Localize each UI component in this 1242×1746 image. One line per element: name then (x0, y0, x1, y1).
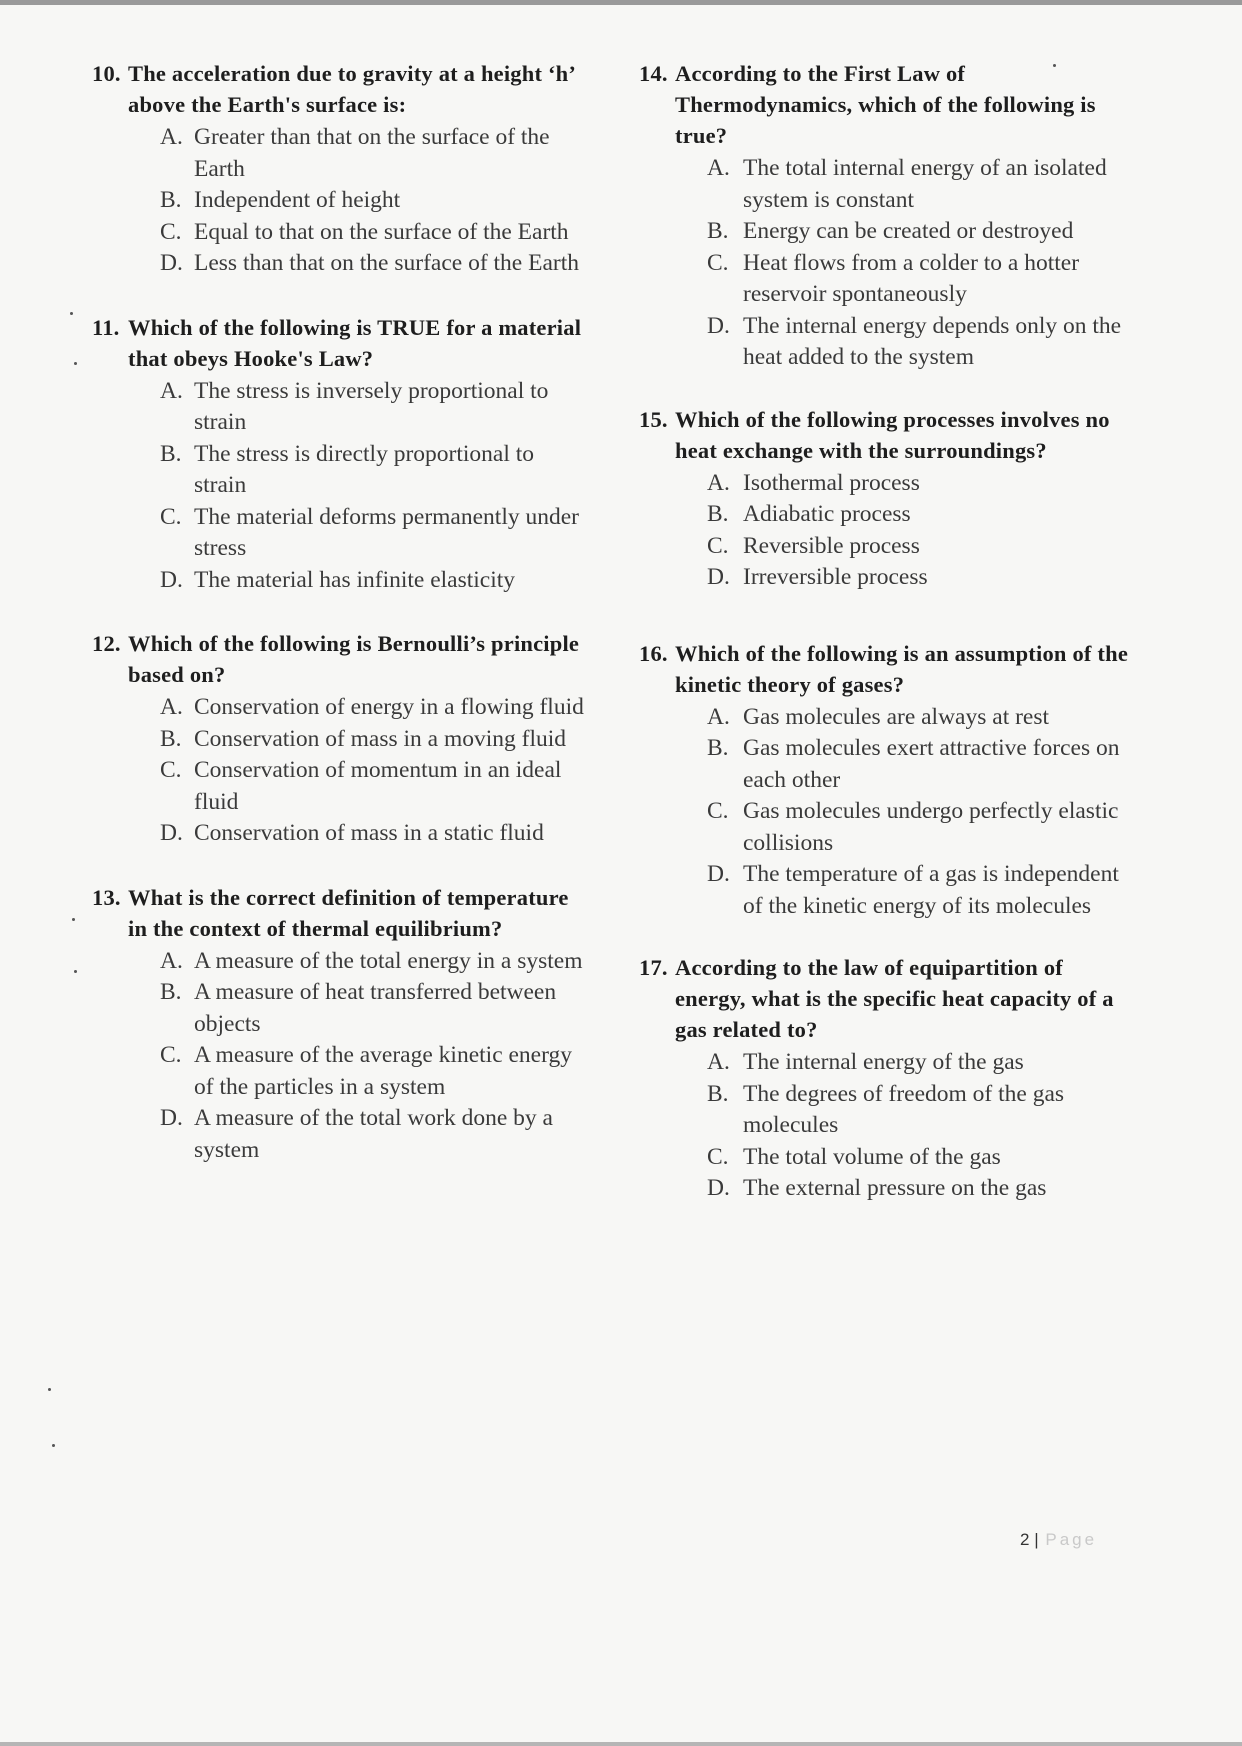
question-number: 11. (92, 314, 120, 340)
question-gap (639, 594, 1139, 638)
option-text: The external pressure on the gas (743, 1175, 1047, 1201)
option-b (92, 724, 592, 756)
option-d (639, 859, 1139, 922)
option-list (639, 702, 1139, 923)
option-b (639, 733, 1139, 796)
option-a (92, 946, 592, 978)
option-c (92, 1040, 592, 1103)
option-list (92, 946, 592, 1167)
option-text: Gas molecules undergo perfectly elastic collisions (743, 798, 1119, 856)
option-list (639, 153, 1139, 374)
question-stem (92, 58, 592, 120)
scan-speck (48, 1388, 51, 1391)
question-number: 14. (639, 61, 668, 86)
question-text: According to the law of equipartition of energy, what is the specific heat capacity of a gas related to? (675, 955, 1114, 1042)
option-c (639, 248, 1139, 311)
option-text: Gas molecules exert attractive forces on each other (743, 735, 1120, 793)
option-d (92, 565, 592, 597)
option-letter: C. (707, 532, 729, 559)
right-column (639, 58, 1139, 1205)
option-letter: B. (707, 735, 729, 761)
question-12 (92, 628, 592, 850)
question-stem (639, 404, 1139, 466)
option-letter: B. (160, 725, 182, 752)
scan-speck (74, 362, 77, 365)
question-gap (639, 922, 1139, 952)
option-letter: C. (160, 503, 182, 530)
page-footer (1020, 1530, 1097, 1550)
option-d (639, 1173, 1139, 1205)
option-letter: A. (707, 1049, 730, 1075)
option-text: The total volume of the gas (743, 1143, 1001, 1170)
option-letter: C. (160, 757, 182, 783)
option-letter: B. (707, 1080, 729, 1107)
question-text: Which of the following processes involves no heat exchange with the surroundings? (675, 406, 1110, 463)
option-list (92, 692, 592, 850)
option-text: Equal to that on the surface of the Earth (194, 218, 569, 245)
scan-speck (70, 312, 73, 315)
option-list (639, 1047, 1139, 1205)
question-stem (92, 882, 592, 944)
question-stem (639, 952, 1139, 1045)
option-d (92, 818, 592, 850)
page-separator: | (1034, 1530, 1039, 1549)
option-c (639, 531, 1139, 563)
option-text: Isothermal process (743, 469, 920, 496)
question-11 (92, 312, 592, 597)
option-list (92, 376, 592, 597)
option-text: A measure of the average kinetic energy of the particles in a system (194, 1042, 573, 1100)
option-letter: C. (160, 1042, 182, 1068)
question-text: Which of the following is Bernoulli’s principle based on? (128, 631, 580, 687)
option-letter: C. (707, 798, 729, 824)
option-letter: D. (160, 1105, 183, 1131)
question-number: 12. (92, 631, 121, 656)
option-text: Irreversible process (743, 564, 928, 590)
option-text: The stress is directly proportional to strain (194, 440, 535, 498)
option-letter: D. (707, 1175, 730, 1201)
option-text: Adiabatic process (743, 501, 911, 527)
option-letter: C. (707, 1143, 729, 1170)
option-d (639, 562, 1139, 594)
option-a (92, 692, 592, 724)
option-text: The degrees of freedom of the gas molecules (743, 1080, 1065, 1138)
option-letter: A. (707, 469, 730, 496)
option-a (92, 376, 592, 439)
question-text: Which of the following is TRUE for a material that obeys Hooke's Law? (128, 314, 582, 371)
option-text: The temperature of a gas is independent of the kinetic energy of its molecules (743, 861, 1119, 919)
option-b (639, 1079, 1139, 1142)
option-text: Gas molecules are always at rest (743, 703, 1050, 730)
option-text: A measure of the total energy in a system (194, 947, 583, 974)
option-d (92, 248, 592, 280)
question-text: What is the correct definition of temperature in the context of thermal equilibrium? (128, 884, 569, 941)
option-text: The internal energy depends only on the heat added to the system (743, 312, 1122, 370)
page-number: 2 (1020, 1530, 1030, 1549)
option-letter: D. (707, 312, 730, 339)
question-text: Which of the following is an assumption of the kinetic theory of gases? (675, 640, 1129, 697)
option-letter: A. (160, 947, 183, 974)
scan-speck (72, 918, 75, 921)
scan-speck (1053, 64, 1056, 67)
option-c (92, 217, 592, 249)
option-letter: B. (707, 218, 729, 244)
question-10 (92, 58, 592, 280)
option-letter: A. (160, 124, 183, 150)
option-d (639, 311, 1139, 374)
option-text: Conservation of momentum in an ideal fluid (194, 757, 562, 815)
question-stem (92, 628, 592, 690)
question-gap (92, 850, 592, 882)
option-list (92, 122, 592, 280)
question-stem (639, 638, 1139, 700)
option-c (639, 1142, 1139, 1174)
question-14 (639, 58, 1139, 374)
option-a (639, 153, 1139, 216)
option-letter: B. (160, 187, 182, 213)
question-gap (639, 374, 1139, 404)
option-c (92, 755, 592, 818)
left-column (92, 58, 592, 1166)
option-text: The material deforms permanently under stress (194, 503, 579, 561)
option-text: The total internal energy of an isolated system is constant (743, 155, 1107, 213)
option-text: The stress is inversely proportional to strain (194, 377, 549, 435)
question-number: 13. (92, 884, 121, 910)
option-text: Conservation of energy in a flowing fluid (194, 694, 584, 720)
option-letter: B. (707, 501, 729, 527)
option-letter: A. (160, 694, 183, 720)
option-a (92, 122, 592, 185)
question-17 (639, 952, 1139, 1205)
option-a (639, 468, 1139, 500)
option-text: Greater than that on the surface of the Earth (194, 124, 550, 182)
option-letter: D. (707, 564, 730, 590)
question-text: According to the First Law of Thermodynamics, which of the following is true? (675, 61, 1096, 148)
option-c (92, 502, 592, 565)
question-number: 15. (639, 406, 668, 432)
question-15 (639, 404, 1139, 594)
option-b (639, 499, 1139, 531)
scan-speck (52, 1444, 55, 1447)
question-number: 16. (639, 640, 668, 666)
option-letter: D. (160, 820, 183, 846)
scan-speck (74, 970, 77, 973)
option-text: Heat flows from a colder to a hotter reservoir spontaneously (743, 249, 1080, 307)
option-b (639, 216, 1139, 248)
option-b (92, 439, 592, 502)
option-a (639, 1047, 1139, 1079)
option-letter: A. (160, 377, 183, 404)
option-letter: D. (160, 566, 183, 593)
option-text: Energy can be created or destroyed (743, 218, 1074, 244)
option-text: A measure of the total work done by a system (194, 1105, 553, 1163)
option-text: The internal energy of the gas (743, 1049, 1024, 1075)
question-number: 17. (639, 955, 668, 980)
option-text: Less than that on the surface of the Earth (194, 250, 579, 276)
option-c (639, 796, 1139, 859)
option-text: A measure of heat transferred between objects (194, 979, 557, 1037)
option-d (92, 1103, 592, 1166)
question-number: 10. (92, 61, 121, 86)
option-a (639, 702, 1139, 734)
option-b (92, 977, 592, 1040)
option-text: Reversible process (743, 532, 920, 559)
option-letter: D. (707, 861, 730, 887)
option-letter: B. (160, 979, 182, 1005)
question-stem (639, 58, 1139, 151)
option-letter: B. (160, 440, 182, 467)
option-text: Independent of height (194, 187, 401, 213)
option-b (92, 185, 592, 217)
question-gap (92, 280, 592, 312)
scan-bottom-edge (0, 1742, 1242, 1746)
question-13 (92, 882, 592, 1167)
option-text: Conservation of mass in a static fluid (194, 820, 544, 846)
option-letter: C. (707, 249, 729, 276)
question-stem (92, 312, 592, 374)
option-text: The material has infinite elasticity (194, 566, 516, 593)
option-list (639, 468, 1139, 594)
option-letter: A. (707, 703, 730, 730)
option-letter: C. (160, 218, 182, 245)
question-16 (639, 638, 1139, 923)
page-word: Page (1045, 1530, 1098, 1549)
scan-top-edge (0, 0, 1242, 5)
question-gap (92, 596, 592, 628)
option-letter: D. (160, 250, 183, 276)
option-text: Conservation of mass in a moving fluid (194, 725, 567, 752)
question-text: The acceleration due to gravity at a height ‘h’ above the Earth's surface is: (128, 61, 575, 117)
option-letter: A. (707, 155, 730, 181)
